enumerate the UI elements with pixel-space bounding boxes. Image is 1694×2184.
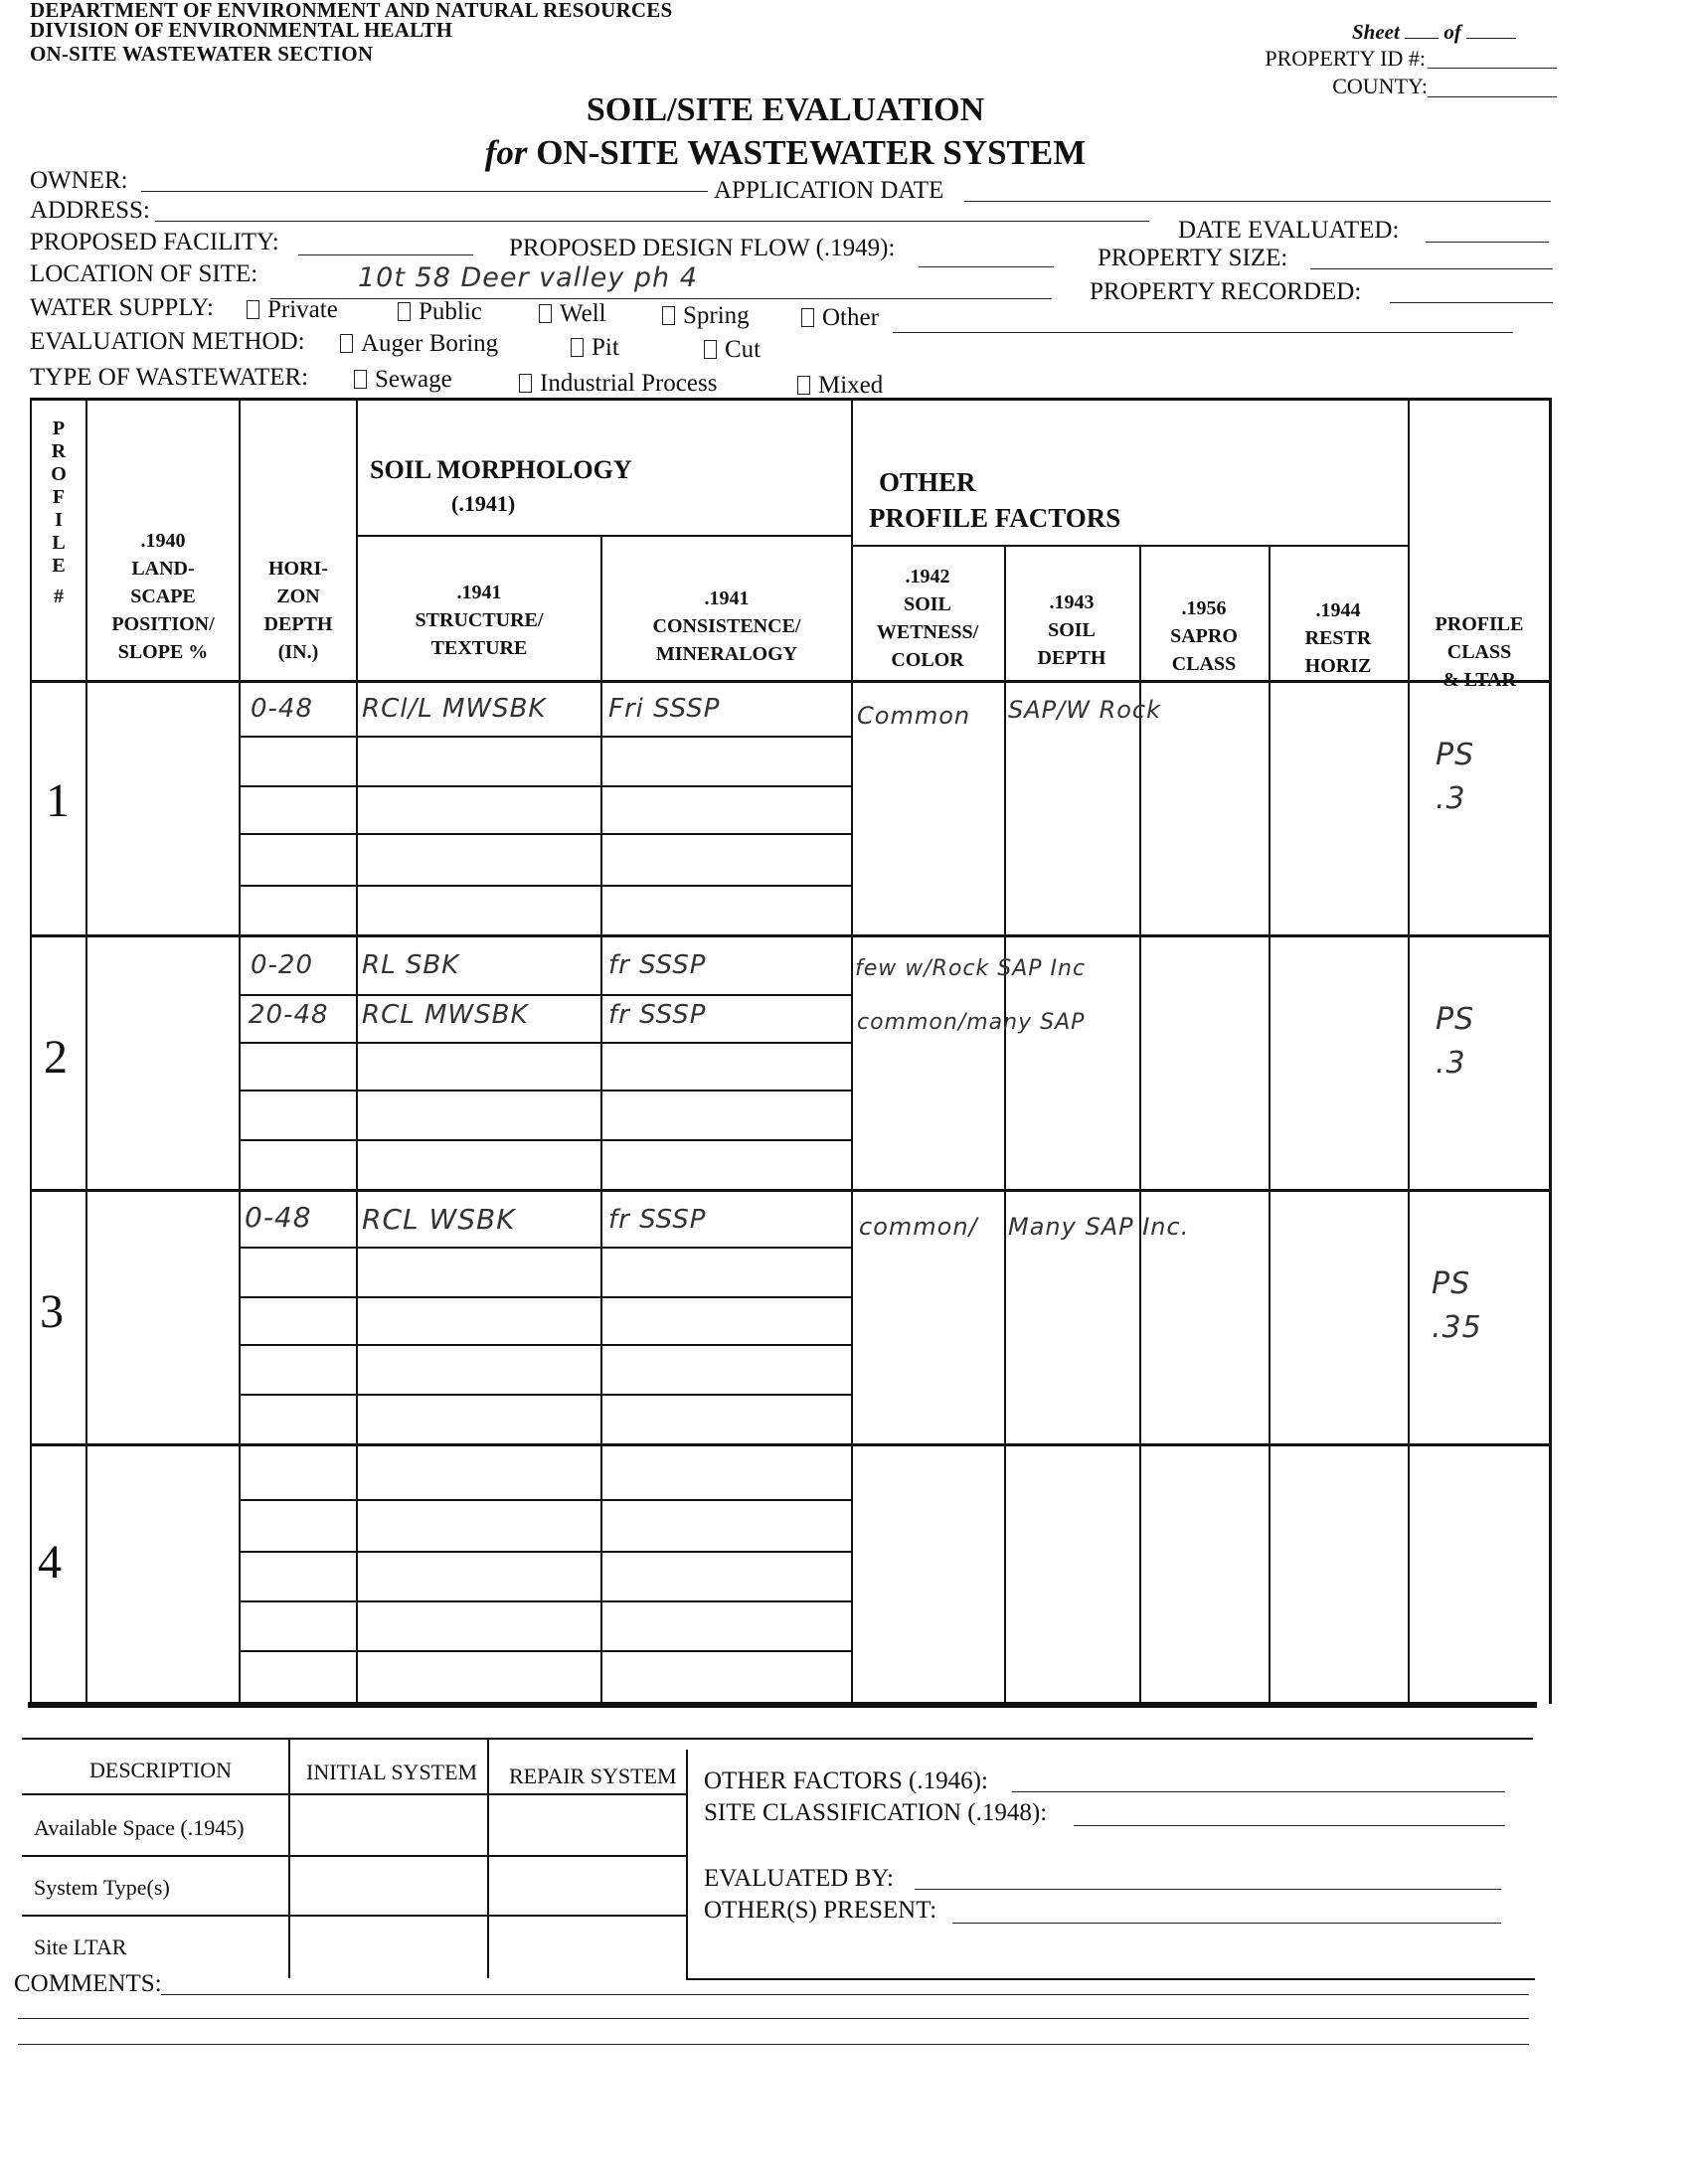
profile-separator [30, 934, 1551, 937]
other-factors-label: OTHER FACTORS (.1946): [704, 1767, 988, 1794]
profile-class-value[interactable]: PS .35 [1432, 1266, 1482, 1345]
evaluated-by-label: EVALUATED BY: [704, 1865, 894, 1892]
col-divider [1004, 545, 1006, 1704]
soil-morphology-sub: (.1941) [451, 491, 516, 516]
header-letter: I [55, 509, 63, 531]
horizon-row-line [239, 1551, 851, 1553]
col-divider [85, 398, 87, 1704]
water-supply-public[interactable] [398, 298, 482, 326]
water-supply-other-input[interactable] [893, 332, 1513, 333]
available-space-label: Available Space (.1945) [34, 1815, 245, 1840]
header-line: DEPTH [1037, 647, 1106, 669]
date-evaluated-label: DATE EVALUATED: [1178, 217, 1400, 244]
others-present-label: OTHER(S) PRESENT: [704, 1897, 937, 1924]
owner-input[interactable] [141, 191, 708, 192]
water-supply-other-label: Other [822, 304, 879, 331]
soil-wetness-header [853, 563, 1002, 674]
header-line: SLOPE % [117, 641, 209, 663]
header-line: .1944 [1315, 599, 1361, 621]
bottom-top-line [22, 1738, 1533, 1740]
county-label: COUNTY: [1332, 74, 1428, 98]
water-supply-label: WATER SUPPLY: [30, 294, 214, 321]
wastewater-mixed-label: Mixed [818, 372, 884, 399]
proposed-facility-input[interactable] [298, 254, 473, 255]
property-size-label: PROPERTY SIZE: [1098, 245, 1288, 271]
profile-number: 1 [46, 774, 70, 827]
profile-separator [30, 1443, 1551, 1446]
soil-depth-value[interactable]: SAP/W Rock [1008, 696, 1162, 724]
header-line: SCAPE [130, 586, 196, 607]
horizon-row-line [239, 885, 851, 887]
others-present-input[interactable] [952, 1923, 1501, 1924]
proposed-facility-label: PROPOSED FACILITY: [30, 229, 279, 255]
header-letter: O [51, 463, 67, 485]
header-line: CLASS [1171, 653, 1237, 675]
soil-morphology-header: SOIL MORPHOLOGY [370, 455, 632, 484]
profile-separator [30, 1189, 1551, 1192]
horizon-row-line [239, 833, 851, 835]
header-line: CLASS [1446, 641, 1512, 663]
wastewater-industrial[interactable] [519, 370, 717, 398]
water-supply-public-label: Public [419, 298, 482, 325]
header-line: MINERALOGY [655, 643, 798, 665]
site-classification-input[interactable] [1074, 1825, 1505, 1826]
water-supply-well[interactable] [539, 300, 606, 328]
profile-number: 2 [44, 1031, 68, 1084]
consistence-value[interactable]: fr SSSP [608, 1000, 707, 1030]
horizon-row-line [239, 994, 851, 996]
header-line: (IN.) [277, 641, 319, 663]
header-line: .1941 [456, 582, 502, 603]
header-sub-line [356, 535, 851, 537]
soil-wetness-value[interactable]: few w/Rock SAP Inc [855, 956, 1087, 981]
header-letter: P [52, 418, 66, 439]
method-auger-boring[interactable] [340, 330, 498, 358]
method-auger-boring-label: Auger Boring [361, 330, 499, 357]
initial-system-header: INITIAL SYSTEM [306, 1760, 478, 1784]
header-line: CONSISTENCE/ [652, 615, 801, 637]
profile-number: 4 [38, 1536, 62, 1589]
comments-line[interactable] [18, 2044, 1529, 2045]
header-line: HORI- [268, 558, 328, 580]
horizon-row-line [239, 1247, 851, 1249]
wastewater-mixed[interactable] [797, 372, 883, 400]
checkbox-icon [247, 300, 259, 319]
soil-depth-value[interactable]: common/many SAP [857, 1010, 1086, 1035]
soil-depth-value[interactable]: Many SAP Inc. [1008, 1213, 1190, 1241]
col-divider [1408, 398, 1410, 1704]
horizon-row-line [239, 1296, 851, 1298]
structure-texture-value[interactable]: RCl/L MWSBK [362, 694, 547, 724]
site-ltar-label: Site LTAR [34, 1934, 127, 1959]
structure-texture-value[interactable]: RCL WSBK [362, 1203, 516, 1236]
horizon-row-line [239, 736, 851, 738]
horizon-row-line [239, 785, 851, 787]
header-letter: E [52, 555, 66, 577]
water-supply-private[interactable] [247, 296, 338, 324]
property-recorded-label: PROPERTY RECORDED: [1090, 278, 1362, 305]
checkbox-icon [519, 374, 532, 393]
horizon-row-line [239, 1139, 851, 1141]
form-subtitle [437, 133, 1133, 173]
water-supply-other[interactable] [801, 304, 879, 332]
location-label: LOCATION OF SITE: [30, 260, 258, 287]
checkbox-icon [662, 306, 675, 325]
address-input[interactable] [155, 221, 1149, 222]
proposed-design-flow-label: PROPOSED DESIGN FLOW (.1949): [509, 235, 896, 261]
evaluated-by-input[interactable] [915, 1889, 1501, 1890]
horizon-row-line [239, 1042, 851, 1044]
sheet-label: Sheet [1352, 20, 1400, 44]
header-line: LAND- [131, 558, 195, 580]
col-divider [487, 1738, 489, 1978]
sapro-class-header [1141, 594, 1267, 678]
restr-horiz-header [1270, 596, 1406, 680]
header-line: SAPRO [1170, 625, 1238, 647]
other-factors-input[interactable] [1012, 1791, 1505, 1792]
landscape-header [89, 527, 237, 666]
address-label: ADDRESS: [30, 197, 150, 224]
water-supply-well-label: Well [560, 300, 606, 327]
profile-class-value[interactable]: PS .3 [1436, 1002, 1475, 1081]
sheet-total-input[interactable] [1466, 38, 1516, 39]
agency-line-2: DIVISION OF ENVIRONMENTAL HEALTH [30, 18, 453, 42]
horizon-depth-header [243, 555, 354, 666]
header-line: .1941 [704, 588, 750, 609]
col-divider [686, 1750, 688, 1978]
header-bottom-line [30, 680, 1551, 683]
consistence-value[interactable]: fr SSSP [608, 1205, 707, 1235]
wastewater-sewage-label: Sewage [375, 366, 452, 393]
header-letter: F [52, 486, 66, 508]
other-factors-header-2: PROFILE FACTORS [869, 503, 1121, 533]
header-letter: R [51, 440, 67, 462]
profile-class-value[interactable]: PS .3 [1436, 738, 1475, 816]
header-line: .1942 [905, 566, 950, 588]
county-input[interactable] [1428, 96, 1557, 97]
method-cut[interactable] [704, 336, 761, 364]
row-line [22, 1915, 686, 1917]
consistence-value[interactable]: Fri SSSP [608, 694, 721, 724]
horizon-row-line [239, 1344, 851, 1346]
table-left-border [30, 398, 32, 1704]
water-supply-spring[interactable] [662, 302, 750, 330]
checkbox-icon [398, 302, 411, 321]
header-line: & LTAR [1442, 669, 1516, 691]
header-line: HORIZ [1304, 655, 1372, 677]
table-right-border [1549, 398, 1552, 1704]
water-supply-private-label: Private [267, 296, 338, 323]
property-id-input[interactable] [1428, 68, 1557, 69]
comments-input[interactable] [161, 1994, 1529, 1995]
structure-texture-value[interactable]: RL SBK [362, 950, 460, 980]
horizon-depth-value[interactable]: 0-20 [251, 950, 314, 980]
col-divider [1269, 545, 1270, 1704]
header-line: PROFILE [1435, 613, 1524, 635]
header-line: COLOR [891, 649, 964, 671]
sheet-field [1352, 20, 1516, 45]
header-line: SOIL [1048, 619, 1096, 641]
col-divider [239, 398, 241, 1704]
wastewater-type-label: TYPE OF WASTEWATER: [30, 364, 309, 391]
header-line: SOIL [904, 593, 951, 615]
horizon-row-line [239, 1394, 851, 1396]
header-line: TEXTURE [430, 637, 528, 659]
table-bottom-border [28, 1702, 1537, 1708]
horizon-depth-value[interactable]: 0-48 [245, 1201, 312, 1234]
owner-label: OWNER: [30, 167, 128, 194]
comments-label: COMMENTS: [14, 1970, 162, 1997]
checkbox-icon [571, 338, 584, 357]
application-date-input[interactable] [964, 201, 1551, 202]
header-line: .1943 [1049, 591, 1095, 613]
checkbox-icon [340, 334, 353, 353]
horizon-depth-value[interactable]: 20-48 [249, 1000, 329, 1030]
horizon-row-line [239, 1600, 851, 1602]
header-sub-line [851, 545, 1408, 547]
agency-line-3: ON-SITE WASTEWATER SECTION [30, 42, 374, 66]
row-line [22, 1855, 686, 1857]
profile-class-header [1412, 610, 1547, 694]
proposed-design-flow-input[interactable] [919, 266, 1054, 267]
wastewater-industrial-label: Industrial Process [540, 370, 718, 397]
soil-wetness-value[interactable]: common/ [859, 1213, 978, 1241]
profile-number-header [40, 418, 78, 608]
method-pit[interactable] [571, 334, 619, 362]
location-value: 10t 58 Deer valley ph 4 [358, 262, 698, 293]
header-line: WETNESS/ [876, 621, 979, 643]
evaluation-method-label: EVALUATION METHOD: [30, 328, 305, 355]
header-line: RESTR [1304, 627, 1372, 649]
col-divider [600, 537, 602, 1704]
profile-number: 3 [40, 1285, 64, 1338]
checkbox-icon [801, 308, 814, 327]
description-header: DESCRIPTION [89, 1758, 233, 1782]
header-line: .1956 [1181, 597, 1227, 619]
header-letter: L [52, 532, 66, 554]
header-line: ZON [276, 586, 320, 607]
horizon-row-line [239, 1650, 851, 1652]
sheet-of-label: of [1443, 20, 1461, 44]
property-recorded-input[interactable] [1390, 302, 1553, 303]
table-top-border [30, 398, 1551, 401]
structure-texture-value[interactable]: RCL MWSBK [362, 1000, 529, 1030]
subtitle-prefix: for [484, 133, 528, 172]
soil-wetness-value[interactable]: Common [857, 702, 971, 730]
structure-texture-header [360, 579, 598, 662]
method-cut-label: Cut [725, 336, 762, 363]
row-line [686, 1978, 1535, 1980]
col-divider [356, 398, 358, 1704]
checkbox-icon [539, 304, 552, 323]
form-title: SOIL/SITE EVALUATION [586, 91, 985, 128]
comments-line[interactable] [18, 2018, 1529, 2019]
other-factors-header-1: OTHER [879, 467, 976, 497]
date-evaluated-input[interactable] [1426, 242, 1549, 243]
system-types-label: System Type(s) [34, 1875, 170, 1900]
soil-depth-header [1006, 588, 1137, 672]
property-id-label: PROPERTY ID #: [1265, 46, 1426, 71]
agency-line-1: DEPARTMENT OF ENVIRONMENT AND NATURAL RESOURCES [30, 0, 673, 18]
header-letter: # [54, 586, 64, 607]
header-line: POSITION/ [111, 613, 215, 635]
horizon-row-line [239, 1090, 851, 1092]
header-line: DEPTH [263, 613, 333, 635]
horizon-row-line [239, 1499, 851, 1501]
site-classification-label: SITE CLASSIFICATION (.1948): [704, 1799, 1048, 1826]
horizon-depth-value[interactable]: 0-48 [251, 694, 314, 724]
checkbox-icon [704, 340, 717, 359]
checkbox-icon [354, 370, 367, 389]
repair-system-header: REPAIR SYSTEM [509, 1764, 677, 1788]
consistence-value[interactable]: fr SSSP [608, 950, 707, 980]
water-supply-spring-label: Spring [683, 302, 750, 329]
wastewater-sewage[interactable] [354, 366, 452, 394]
row-line [22, 1793, 686, 1795]
location-input[interactable] [270, 298, 1052, 299]
header-line: .1940 [140, 530, 186, 552]
agency-header [30, 0, 673, 66]
header-line: STRUCTURE/ [415, 609, 544, 631]
checkbox-icon [797, 376, 810, 395]
sheet-number-input[interactable] [1405, 38, 1439, 39]
application-date-label: APPLICATION DATE [714, 177, 944, 204]
col-divider [288, 1738, 290, 1978]
method-pit-label: Pit [592, 334, 619, 361]
property-size-input[interactable] [1310, 268, 1553, 269]
subtitle-main: ON-SITE WASTEWATER SYSTEM [536, 133, 1087, 172]
consistence-mineralogy-header [604, 585, 849, 668]
